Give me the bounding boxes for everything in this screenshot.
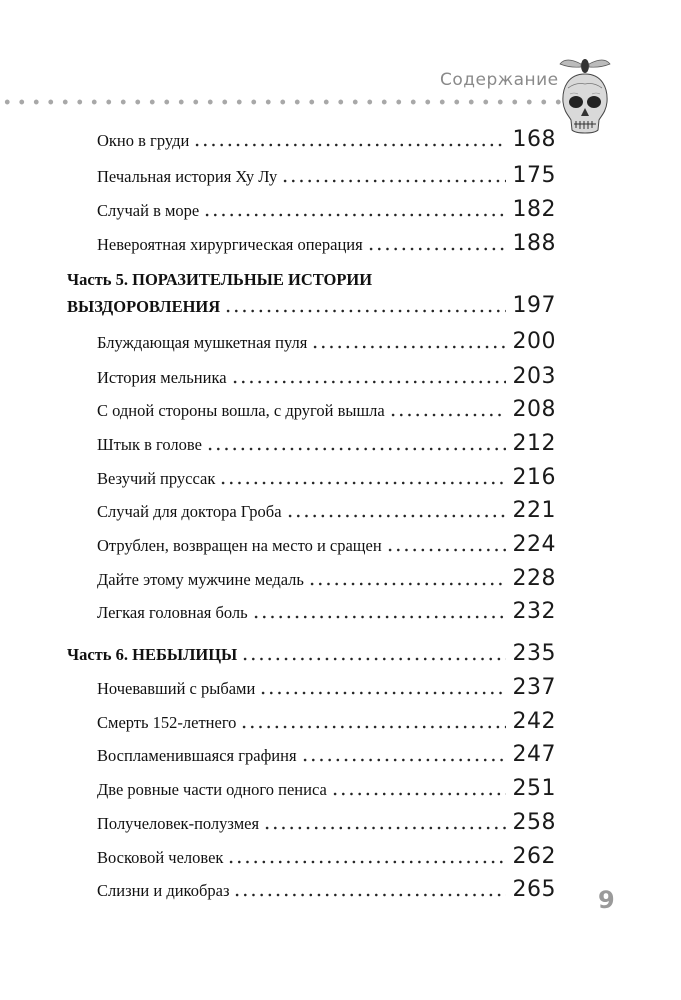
dot-leader [389,413,506,417]
toc-entry-title: Получеловек-полузмея [97,814,260,833]
toc-part-title: Часть 6. НЕБЫЛИЦЫ [67,645,238,664]
dot-leader [386,548,506,552]
toc-entry [97,231,556,256]
dot-leader [311,345,506,349]
toc-entry-title: Окно в груди [97,131,190,150]
toc-entry-page: 258 [512,810,556,835]
toc-part-entry [67,641,556,666]
toc-entry [97,742,556,767]
dot-leader [224,309,506,313]
toc-entry-title: Слизни и дикобраз [97,881,230,900]
toc-entry-page: 182 [512,197,556,222]
dot-leader [367,247,506,251]
dot-leader [281,179,506,183]
toc-entry [97,776,556,801]
running-header-title: Содержание [440,70,559,90]
toc-entry-page: 262 [512,844,556,869]
dot-leader [259,691,506,695]
toc-entry-title: Восковой человек [97,848,224,867]
toc-entry [97,566,556,591]
dot-leader [227,860,506,864]
toc-entry-page: 197 [512,293,556,318]
dot-leader [219,481,506,485]
toc-entry [97,844,556,869]
toc-entry [97,127,556,152]
toc-entry [97,498,556,523]
toc-entry-title: Воспламенившаяся графиня [97,746,297,765]
dot-leader [206,447,506,451]
toc-entry-page: 237 [512,675,556,700]
toc-entry-page: 216 [512,465,556,490]
dot-leader [286,514,506,518]
dot-leader [240,725,506,729]
toc-entry-page: 188 [512,231,556,256]
toc-entry [97,599,556,624]
toc-entry-page: 212 [512,431,556,456]
toc-entry-page: 224 [512,532,556,557]
toc-entry [97,709,556,734]
toc-entry [97,532,556,557]
toc-entry-page: 251 [512,776,556,801]
toc-entry-title: Невероятная хирургическая операция [97,235,363,254]
toc-entry [97,163,556,188]
toc-entry-title: История мельника [97,368,227,387]
toc-entry-title: Везучий пруссак [97,469,216,488]
toc-entry-title: Ночевавший с рыбами [97,679,256,698]
dot-leader [331,792,506,796]
toc-entry [97,465,556,490]
toc-entry-page: 175 [512,163,556,188]
toc-entry-page: 203 [512,364,556,389]
toc-entry-title: Две ровные части одного пениса [97,780,327,799]
dot-leader [263,826,506,830]
dot-leader [252,615,506,619]
toc-entry [97,397,556,422]
toc-entry-title: Случай в море [97,201,200,220]
toc-entry-page: 208 [512,397,556,422]
toc-entry-title: Отрублен, возвращен на место и сращен [97,536,382,555]
toc-entry [97,364,556,389]
dot-leader [233,893,506,897]
toc-entry [97,329,556,354]
toc-entry [97,197,556,222]
page-number: 9 [598,886,615,914]
toc-entry-page: 265 [512,877,556,902]
dot-leader [241,657,506,661]
dot-leader [301,758,506,762]
toc-part-entry [67,293,556,318]
toc-entry-page: 242 [512,709,556,734]
toc-entry-title: С одной стороны вошла, с другой вышла [97,401,385,420]
toc-entry-page: 221 [512,498,556,523]
toc-entry [97,877,556,902]
toc-entry-title: Штык в голове [97,435,202,454]
toc-entry-title: Блуждающая мушкетная пуля [97,333,308,352]
toc-entry-title: Случай для доктора Гроба [97,502,282,521]
toc-entry-page: 232 [512,599,556,624]
dot-leader [231,380,506,384]
toc-entry-page: 228 [512,566,556,591]
dot-leader [203,213,506,217]
toc-part-title-line1: Часть 5. ПОРАЗИТЕЛЬНЫЕ ИСТОРИИ [67,270,373,289]
toc-entry-title: Легкая головная боль [97,603,248,622]
toc-entry-page: 168 [512,127,556,152]
toc-entry-title: Печальная история Ху Лу [97,167,278,186]
toc-entry-title: Смерть 152-летнего [97,713,237,732]
toc-entry [97,431,556,456]
toc-entry [97,675,556,700]
toc-entry-title: Дайте этому мужчине медаль [97,570,304,589]
dot-leader [308,582,506,586]
toc-entry [97,810,556,835]
toc-part-title: ВЫЗДОРОВЛЕНИЯ [67,297,221,316]
toc-entry-page: 200 [512,329,556,354]
toc-entry-page: 235 [512,641,556,666]
toc-entry-page: 247 [512,742,556,767]
dot-leader [193,143,506,147]
